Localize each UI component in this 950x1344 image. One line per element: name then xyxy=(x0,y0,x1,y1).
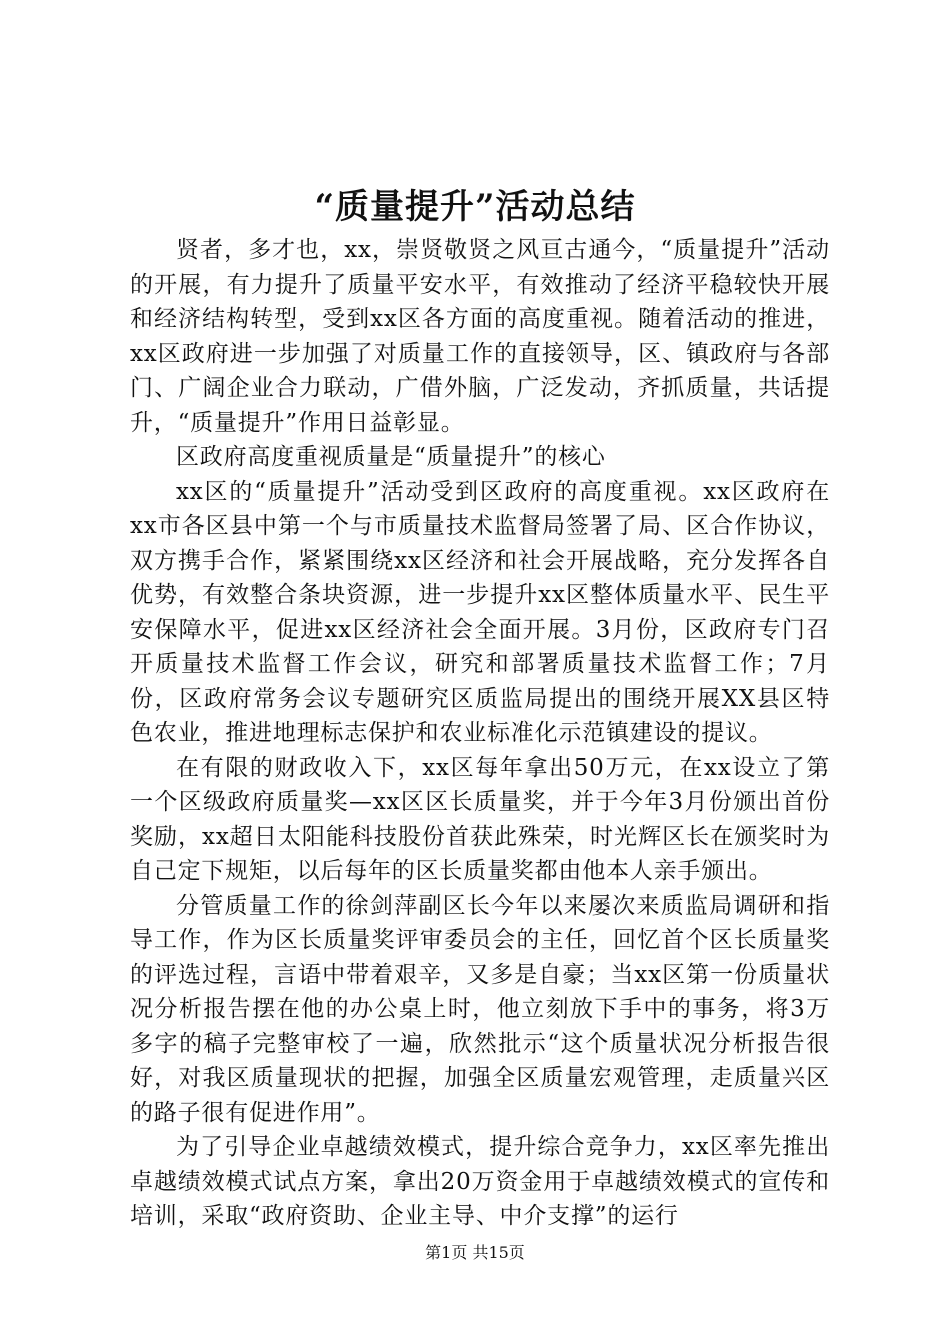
paragraph-quality-award: 在有限的财政收入下，xx区每年拿出50万元，在xx设立了第一个区级政府质量奖—xx区区长质量奖，并于今年3月份颁出首份奖励，xx超日太阳能科技股份首获此殊荣，时光辉区长在颁奖时为自己定下规矩，以后每年的区长质量奖都由他本人亲手颁出。 xyxy=(130,754,830,884)
paragraph-intro: 贤者，多才也，xx，崇贤敬贤之风亘古通今，“质量提升”活动的开展，有力提升了质量平安水平，有效推动了经济平稳较快开展和经济结构转型，受到xx区各方面的高度重视。随着活动的推进，xx区政府进一步加强了对质量工作的直接领导，区、镇政府与各部门、广阔企业合力联动，广借外脑，广泛发动，齐抓质量，共话提升，“质量提升”作用日益彰显。 xyxy=(130,237,830,436)
paragraph-excellence-model: 为了引导企业卓越绩效模式，提升综合竞争力，xx区率先推出卓越绩效模式试点方案，拿出20万资金用于卓越绩效模式的宣传和培训，采取“政府资助、企业主导、中介支撑”的运行 xyxy=(130,1134,830,1229)
paragraph-government: xx区的“质量提升”活动受到区政府的高度重视。xx区政府在xx市各区县中第一个与市质量技术监督局签署了局、区合作协议，双方携手合作，紧紧围绕xx区经济和社会开展战略，充分发挥各自优势，有效整合条块资源，进一步提升xx区整体质量水平、民生平安保障水平，促进xx区经济社会全面开展。3月份，区政府专门召开质量技术监督工作会议，研究和部署质量技术监督工作；7月份，区政府常务会议专题研究区质监局提出的围绕开展XX县区特色农业，推进地理标志保护和农业标准化示范镇建设的提议。 xyxy=(130,478,830,746)
paragraph-vice-mayor: 分管质量工作的徐剑萍副区长今年以来屡次来质监局调研和指导工作，作为区长质量奖评审委员会的主任，回忆首个区长质量奖的评选过程，言语中带着艰辛，又多是自豪；当xx区第一份质量状况分析报告摆在他的办公桌上时，他立刻放下手中的事务，将3万多字的稿子完整审校了一遍，欣然批示“这个质量状况分析报告很好，对我区质量现状的把握，加强全区质量宏观管理，走质量兴区的路子很有促进作用”。 xyxy=(130,892,830,1126)
page-footer: 第1页 共15页 xyxy=(425,1243,525,1262)
section-heading: 区政府高度重视质量是“质量提升”的核心 xyxy=(176,444,606,470)
document-title: “质量提升”活动总结 xyxy=(314,187,636,227)
document-body xyxy=(130,233,830,1234)
